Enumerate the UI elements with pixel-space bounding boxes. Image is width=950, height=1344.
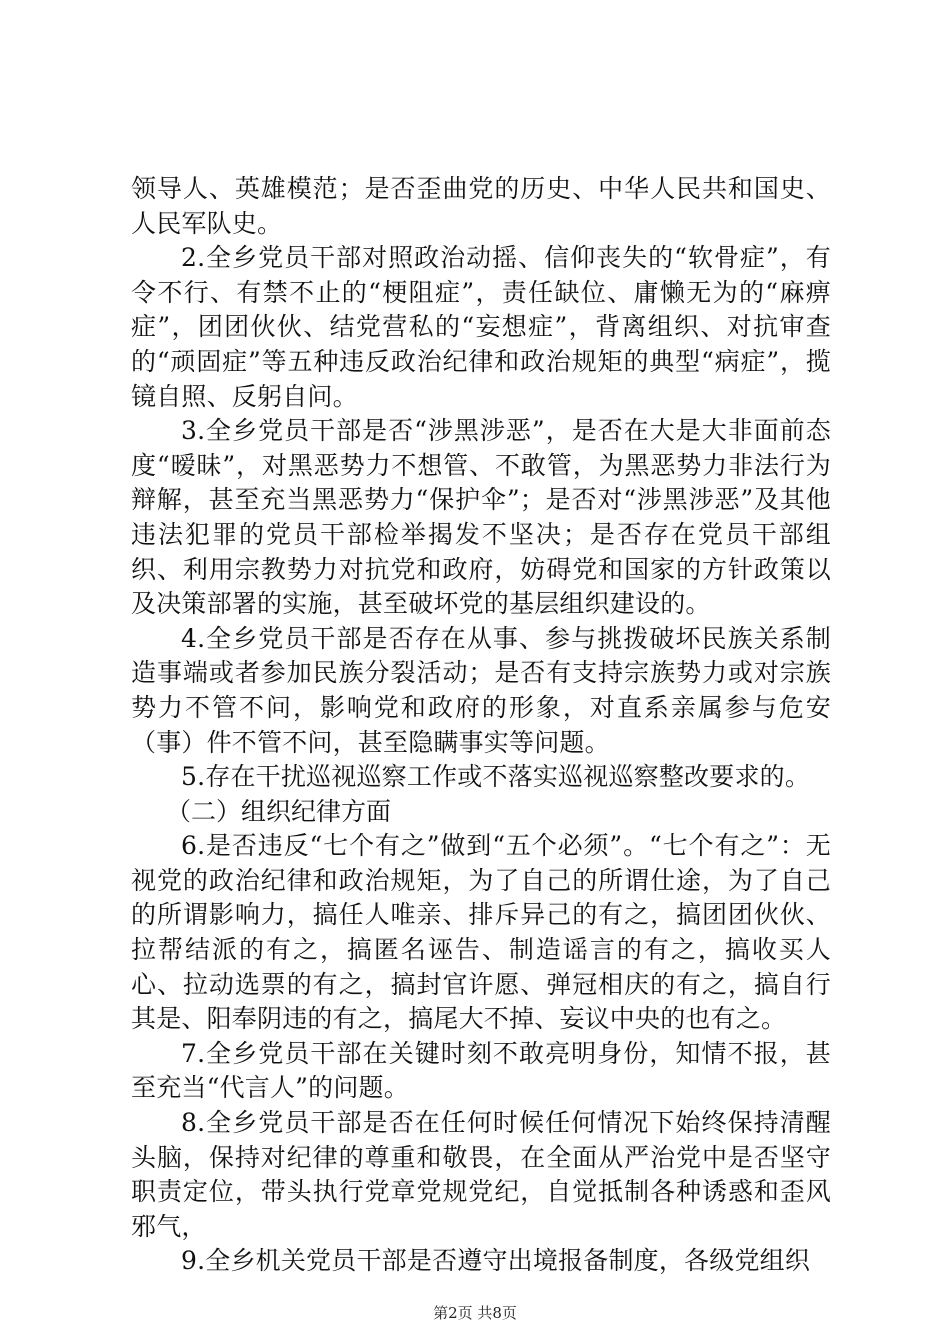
paragraph-item-4: 4.全乡党员干部是否存在从事、参与挑拨破坏民族关系制造事端或者参加民族分裂活动；是否有支持宗族势力或对宗族势力不管不问，影响党和政府的形象，对直系亲属参与危安（事）件不管不问，甚至隐瞒事实等问题。 [131,623,831,757]
paragraph-item-3: 3.全乡党员干部是否“涉黑涉恶”，是否在大是大非面前态度“暧昧”，对黑恶势力不想管、不敢管，为黑恶势力非法行为辩解，甚至充当黑恶势力“保护伞”；是否对“涉黑涉恶”及其他违法犯罪的党员干部检举揭发不坚决；是否存在党员干部组织、利用宗教势力对抗党和政府，妨碍党和国家的方针政策以及决策部署的实施，甚至破坏党的基层组织建设的。 [131,416,831,619]
paragraph-continuation: 领导人、英雄模范；是否歪曲党的历史、中华人民共和国史、人民军队史。 [131,174,831,238]
paragraph-item-5: 5.存在干扰巡视巡察工作或不落实巡视巡察整改要求的。 [181,762,811,792]
document-body [131,172,831,1279]
page-footer: 第2页 共8页 [433,1304,517,1322]
paragraph-item-6: 6.是否违反“七个有之”做到“五个必须”。“七个有之”：无视党的政治纪律和政治规矩，为了自己的所谓仕途，为了自己的所谓影响力，搞任人唯亲、排斥异己的有之，搞团团伙伙、拉帮结派的有之，搞匿名诬告、制造谣言的有之，搞收买人心、拉动选票的有之，搞封官许愿、弹冠相庆的有之，搞自行其是、阳奉阴违的有之，搞尾大不掉、妄议中央的也有之。 [131,831,831,1034]
paragraph-item-8: 8.全乡党员干部是否在任何时候任何情况下始终保持清醒头脑，保持对纪律的尊重和敬畏，在全面从严治党中是否坚守职责定位，带头执行党章党规党纪，自觉抵制各种诱惑和歪风邪气， [131,1108,831,1241]
paragraph-item-2: 2.全乡党员干部对照政治动摇、信仰丧失的“软骨症”，有令不行、有禁不止的“梗阻症”，责任缺位、庸懒无为的“麻痹症”，团团伙伙、结党营私的“妄想症”，背离组织、对抗审查的“顽固症”等五种违反政治纪律和政治规矩的典型“病症”，揽镜自照、反躬自问。 [131,243,831,411]
section-heading: （二）组织纪律方面 [166,796,392,826]
paragraph-item-9: 9.全乡机关党员干部是否遵守出境报备制度，各级党组织 [181,1246,811,1276]
paragraph-item-7: 7.全乡党员干部在关键时刻不敢亮明身份，知情不报，甚至充当“代言人”的问题。 [131,1038,831,1103]
